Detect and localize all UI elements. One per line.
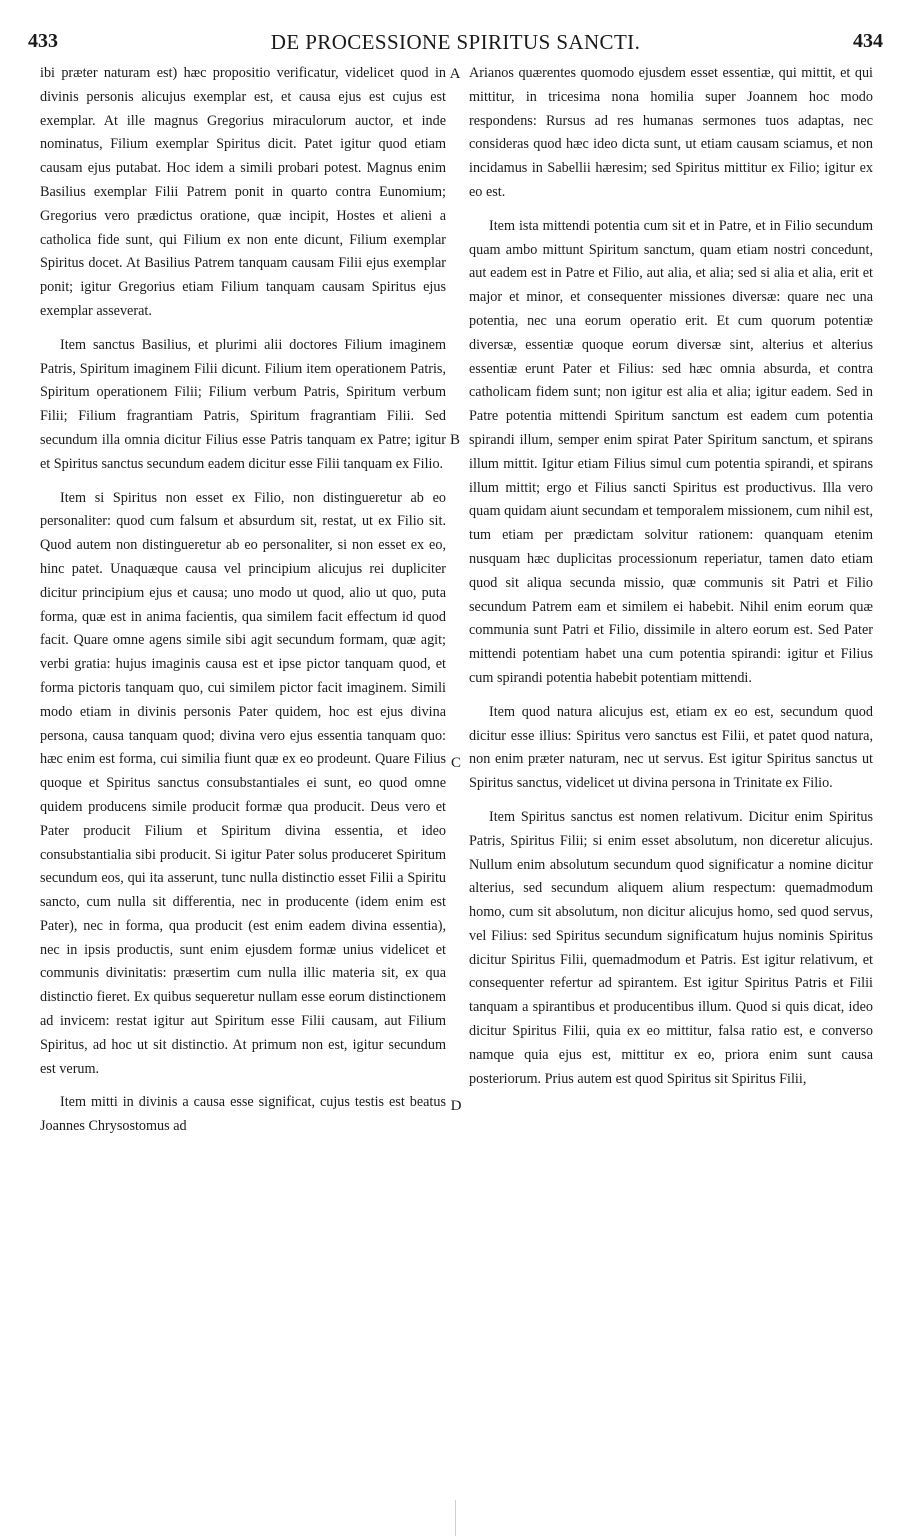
section-marker-d: D	[450, 1098, 462, 1114]
scan-mark	[455, 1500, 456, 1536]
section-marker-c: C	[450, 755, 461, 771]
running-title: DE PROCESSIONE SPIRITUS SANCTI.	[270, 30, 641, 54]
paragraph: ibi præter naturam est) hæc propositio verificatur, videlicet quod in divinis personis alicujus exemplar est, et causa ejus est cujus est exemplar. At ille magnus Gregorius miraculorum auctor, et inde nominatus, Filium exemplar Spiritus dicit. Patet igitur quod etiam causam ejus putabat. Hoc idem a simili probari potest. Magnus enim Basilius exemplar Filii Patrem ponit in quarto contra Eunomium; Gregorius vero prædictus oratione, quæ incipit, Hostes et alieni a catholica fide sunt, qui Filium ex non ente dicunt, Filium exemplar Spiritus docet. At Basilius Patrem tanquam causam Filii ejus exemplar ponit; igitur Gregorius etiam Filium tanquam causam Spiritus ejus exemplar asseverat.	[40, 65, 446, 319]
paragraph: Item si Spiritus non esset ex Filio, non distingueretur ab eo personaliter: quod cum falsum et absurdum sit, restat, ut ex Filio sit. Quod autem non distingueretur ab eo personaliter, si non esset ex eo, hinc patet. Unaquæque causa vel principium alicujus rei dupliciter dicitur principium ejus et causa; uno modo ut quod, alio ut quo, puta forma, quæ est in anima facientis, qua similem facit effectum id quod facit. Quare omne agens simile sibi agit secundum formam, quæ agit; verbi gratia: hujus imaginis causa est et ipse pictor tanquam quod, et forma pictoris tanquam quo, cui similem pictor facit imaginem. Simili modo etiam in divinis personis Pater quidem, hoc est ejus divina persona, causa tanquam quod; divina vero ejus essentia tanquam quo: hæc enim est forma, cui similia fiunt quæ ex eo prodeunt. Quare Filius quoque et Spiritus sanctus consubstantiales ei sunt, eo quod omne quidem producens simile producit formæ qua producit. Deus vero et Pater producit Filium et Spiritum divina essentia, et ideo consubstantialia sibi producit. Si igitur Pater solus produceret Spiritum secundum eos, qui ita asserunt, tunc nulla distinctio esset Filii a Spiritu sancto, cum nulla sit differentia, nec in producente (idem enim est Pater), nec in forma, qua producit (est enim eadem divina essentia), nec in ipsis productis, sunt enim ejusdem formæ unius videlicet et communis divinitatis: præsertim cum nulla illic materia sit, ex qua distinctio fieret. Ex quibus sequeretur nullam esse eorum distinctionem ad invicem: restat igitur aut Spiritum esse Filii causam, aut Filium Spiritus, ad hoc ut sit distinctio. At primum non est, igitur secundum est verum.	[40, 489, 446, 1077]
section-marker-a: A	[449, 66, 461, 82]
section-marker-b: B	[449, 432, 460, 448]
left-column	[40, 62, 446, 1139]
paragraph: Item quod natura alicujus est, etiam ex eo est, secundum quod dicitur esse illius: Spiritus vero sanctus est Filii, et patet quod natura, non enim præter naturam, nec ut servus. Est igitur Spiritus sanctus ut Spiritus sanctus, videlicet ut divina persona in Trinitate ex Filio.	[469, 703, 873, 792]
paragraph: Item ista mittendi potentia cum sit et in Patre, et in Filio secundum quam ambo mittunt Spiritum sanctum, quam etiam nostri concedunt, aut eadem est in Patre et Filio, aut alia, et alia; sed si alia et alia, erit et major et minor, et consequenter missiones diversæ: quare nec una potentia, nec una eorum operatio erit. Et cum quorum potentiæ diversæ, essentiæ quoque eorum diversæ sint, alterius et alterius essentiæ erunt Pater et Filius: sed hæc omnia absurda, et contra catholicam fidem sunt; non igitur est alia et alia; igitur eadem. Sed in Patre potentia mittendi Spiritum sanctum est eadem cum potentia spirandi illum, semper enim spirat Pater Spiritum sanctum, et spirans illum mittit. Igitur etiam Filius simul cum potentia spirandi, et spirans illum mittit; ergo et Filius sancti Spiritus est productivus. Illa vero quam quidam aiunt secundam et temporalem missionem, cum nihil est, tum etiam per prædictam solvitur rationem: quanquam etenim nusquam hæc duplicitas processionum reperiatur, tamen dato etiam quod sit aliqua secunda missio, quæ communis sit Patri et Filio secundum Patrem eam et similem ei habebit. Nihil enim eorum quæ communia sunt Patri et Filio, dissimile in altero eorum est. Sed Pater mittendi potentiam habet una cum potentia spirandi: igitur et Filius cum spirandi potentia habebit potentiam mittendi.	[469, 217, 873, 686]
right-column	[469, 62, 873, 1091]
paragraph: Arianos quærentes quomodo ejusdem esset essentiæ, qui mittit, et qui mittitur, in tricesima nona homilia super Joannem hoc modo respondens: Rursus ad res humanas sermones tuos adaptas, nec consideras quod hæc ideo dicta sunt, ut etiam causam sciamus, et non incidamus in Sabellii hæresim; sed Spiritus mittitur ex Filio; igitur ex eo est.	[469, 65, 873, 200]
paragraph: Item Spiritus sanctus est nomen relativum. Dicitur enim Spiritus Patris, Spiritus Filii; si enim esset absolutum, non diceretur alicujus. Nullum enim absolutum secundum quod significatur a nomine dicitur alterius, sed secundum aliquem alium respectum: quemadmodum homo, cum sit absolutum, non dicitur alicujus homo, sed quod servus, vel Filius: sed Spiritus secundum significatum hujus nominis Spiritus dicitur Spiritus Filii, quemadmodum et Patris. Est igitur relativum, et consequenter refertur ad spirantem. Est igitur Spiritus Patris et Filii tanquam a spirantibus et producentibus illum. Quod si quis dicat, ideo dicitur Spiritus Filii, quia ex eo mittitur, falsa ratio est, e converso namque quia ejus est, mittitur ex eo, priora enim sunt causa posteriorum. Prius autem est quod Spiritus sit Spiritus Filii,	[469, 808, 873, 1087]
page-number-left: 433	[28, 30, 58, 52]
page-header	[28, 30, 883, 60]
page-number-right: 434	[853, 30, 883, 52]
paragraph: Item mitti in divinis a causa esse significat, cujus testis est beatus Joannes Chrysostomus ad	[40, 1094, 446, 1135]
paragraph: Item sanctus Basilius, et plurimi alii doctores Filium imaginem Patris, Spiritum imaginem Filii dicunt. Filium item operationem Patris, Spiritum operationem Filii; Filium verbum Patris, Spiritum verbum Filii; Filium fragrantiam Patris, Spiritum fragrantiam Filii. Sed secundum illa omnia dicitur Filius esse Patris tanquam ex Patre; igitur et Spiritus sanctus secundum eadem dicitur esse Filii tanquam ex Filio.	[40, 336, 446, 472]
